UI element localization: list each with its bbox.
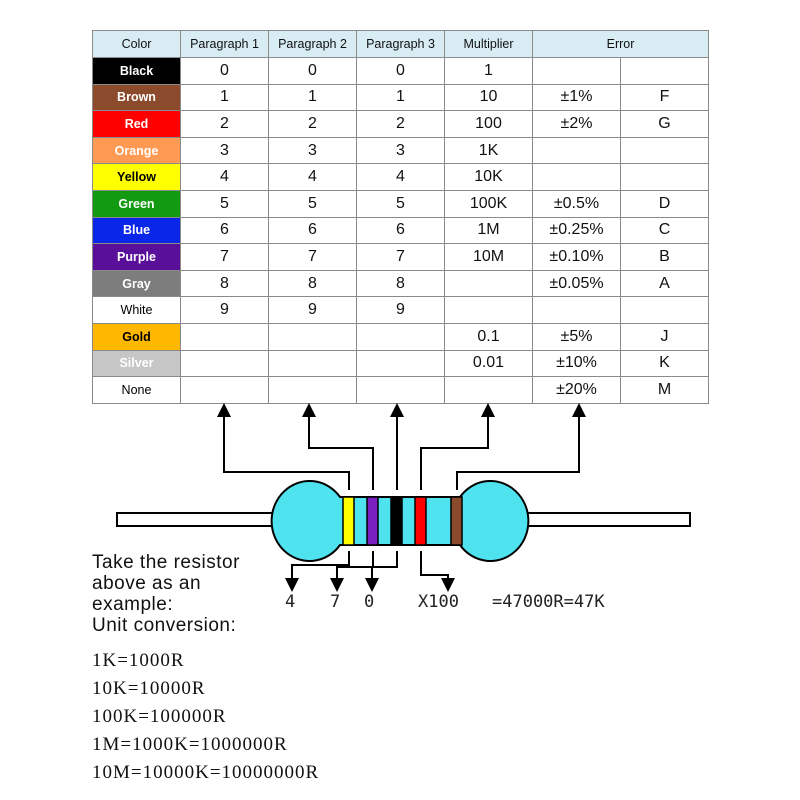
multiplier-cell: 1K — [445, 137, 533, 164]
paragraph-1-cell: 3 — [181, 137, 269, 164]
tolerance-code-cell: A — [621, 270, 709, 297]
tolerance-cell: ±20% — [533, 377, 621, 404]
paragraph-3-cell: 5 — [357, 190, 445, 217]
example-line-4: Unit conversion: — [92, 615, 237, 636]
color-name-cell: Red — [93, 111, 181, 138]
multiplier-cell: 1 — [445, 58, 533, 85]
paragraph-1-cell: 2 — [181, 111, 269, 138]
tolerance-cell: ±2% — [533, 111, 621, 138]
header-color: Color — [93, 31, 181, 58]
example-line-2: above as an — [92, 573, 202, 594]
tolerance-code-cell: K — [621, 350, 709, 377]
tolerance-code-cell: D — [621, 190, 709, 217]
tolerance-cell: ±0.10% — [533, 244, 621, 271]
paragraph-2-cell: 2 — [269, 111, 357, 138]
paragraph-2-cell: 3 — [269, 137, 357, 164]
paragraph-1-cell: 8 — [181, 270, 269, 297]
color-name-cell: Orange — [93, 137, 181, 164]
paragraph-1-cell: 1 — [181, 84, 269, 111]
header-paragraph-2: Paragraph 2 — [269, 31, 357, 58]
header-paragraph-1: Paragraph 1 — [181, 31, 269, 58]
paragraph-2-cell: 6 — [269, 217, 357, 244]
color-name-cell: Gold — [93, 323, 181, 350]
arrow-band5-to-error — [457, 410, 579, 490]
paragraph-2-cell: 9 — [269, 297, 357, 324]
arrow-band4-to-multiplier — [421, 410, 488, 490]
paragraph-1-cell: 9 — [181, 297, 269, 324]
paragraph-2-cell: 5 — [269, 190, 357, 217]
color-name-cell: Silver — [93, 350, 181, 377]
band-yellow — [343, 497, 354, 545]
example-result: =47000R=47K — [492, 592, 605, 612]
paragraph-3-cell: 1 — [357, 84, 445, 111]
tolerance-code-cell: G — [621, 111, 709, 138]
multiplier-cell: 0.1 — [445, 323, 533, 350]
paragraph-2-cell: 4 — [269, 164, 357, 191]
example-digit-1: 4 — [285, 592, 296, 612]
example-line-3: example: — [92, 594, 174, 615]
band-black — [391, 497, 402, 545]
arrow-band2-to-paragraph2 — [309, 410, 373, 490]
paragraph-2-cell: 8 — [269, 270, 357, 297]
multiplier-cell: 100K — [445, 190, 533, 217]
tolerance-cell: ±1% — [533, 84, 621, 111]
header-paragraph-3: Paragraph 3 — [357, 31, 445, 58]
color-name-cell: None — [93, 377, 181, 404]
paragraph-3-cell: 3 — [357, 137, 445, 164]
arrow-band4-to-multiplier-text — [421, 551, 448, 585]
paragraph-3-cell: 4 — [357, 164, 445, 191]
paragraph-3-cell: 9 — [357, 297, 445, 324]
conversion-line-2: 10K=10000R — [92, 678, 206, 699]
tolerance-code-cell: J — [621, 323, 709, 350]
color-name-cell: Purple — [93, 244, 181, 271]
multiplier-cell: 0.01 — [445, 350, 533, 377]
tolerance-cell: ±0.05% — [533, 270, 621, 297]
tolerance-cell: ±0.25% — [533, 217, 621, 244]
paragraph-3-cell: 2 — [357, 111, 445, 138]
example-digit-2: 7 — [330, 592, 341, 612]
conversion-line-4: 1M=1000K=1000000R — [92, 734, 288, 755]
multiplier-cell: 10 — [445, 84, 533, 111]
paragraph-2-cell: 1 — [269, 84, 357, 111]
multiplier-cell: 10M — [445, 244, 533, 271]
header-error: Error — [533, 31, 709, 58]
example-description — [92, 552, 240, 636]
paragraph-3-cell: 8 — [357, 270, 445, 297]
paragraph-1-cell: 7 — [181, 244, 269, 271]
multiplier-cell: 1M — [445, 217, 533, 244]
paragraph-1-cell: 6 — [181, 217, 269, 244]
paragraph-3-cell: 7 — [357, 244, 445, 271]
tolerance-code-cell: F — [621, 84, 709, 111]
tolerance-code-cell: M — [621, 377, 709, 404]
band-purple — [367, 497, 378, 545]
tolerance-cell: ±0.5% — [533, 190, 621, 217]
color-name-cell: Gray — [93, 270, 181, 297]
multiplier-cell: 10K — [445, 164, 533, 191]
paragraph-2-cell: 0 — [269, 58, 357, 85]
color-name-cell: White — [93, 297, 181, 324]
conversion-line-5: 10M=10000K=10000000R — [92, 762, 320, 783]
example-multiplier: X100 — [418, 592, 459, 612]
band-brown — [451, 497, 462, 545]
color-name-cell: Brown — [93, 84, 181, 111]
conversion-line-1: 1K=1000R — [92, 650, 185, 671]
band-red — [415, 497, 426, 545]
arrow-band3-to-digit3 — [372, 551, 397, 585]
color-name-cell: Black — [93, 58, 181, 85]
tolerance-cell: ±10% — [533, 350, 621, 377]
tolerance-code-cell: B — [621, 244, 709, 271]
header-multiplier: Multiplier — [445, 31, 533, 58]
tolerance-code-cell: C — [621, 217, 709, 244]
arrow-band2-to-digit2 — [337, 551, 373, 585]
tolerance-cell: ±5% — [533, 323, 621, 350]
color-name-cell: Yellow — [93, 164, 181, 191]
arrow-band1-to-paragraph1 — [224, 410, 349, 490]
conversion-line-3: 100K=100000R — [92, 706, 227, 727]
color-name-cell: Blue — [93, 217, 181, 244]
example-line-1: Take the resistor — [92, 552, 240, 573]
paragraph-1-cell: 4 — [181, 164, 269, 191]
paragraph-2-cell: 7 — [269, 244, 357, 271]
paragraph-1-cell: 0 — [181, 58, 269, 85]
example-digit-3: 0 — [364, 592, 375, 612]
paragraph-1-cell: 5 — [181, 190, 269, 217]
multiplier-cell: 100 — [445, 111, 533, 138]
color-name-cell: Green — [93, 190, 181, 217]
paragraph-3-cell: 0 — [357, 58, 445, 85]
paragraph-3-cell: 6 — [357, 217, 445, 244]
